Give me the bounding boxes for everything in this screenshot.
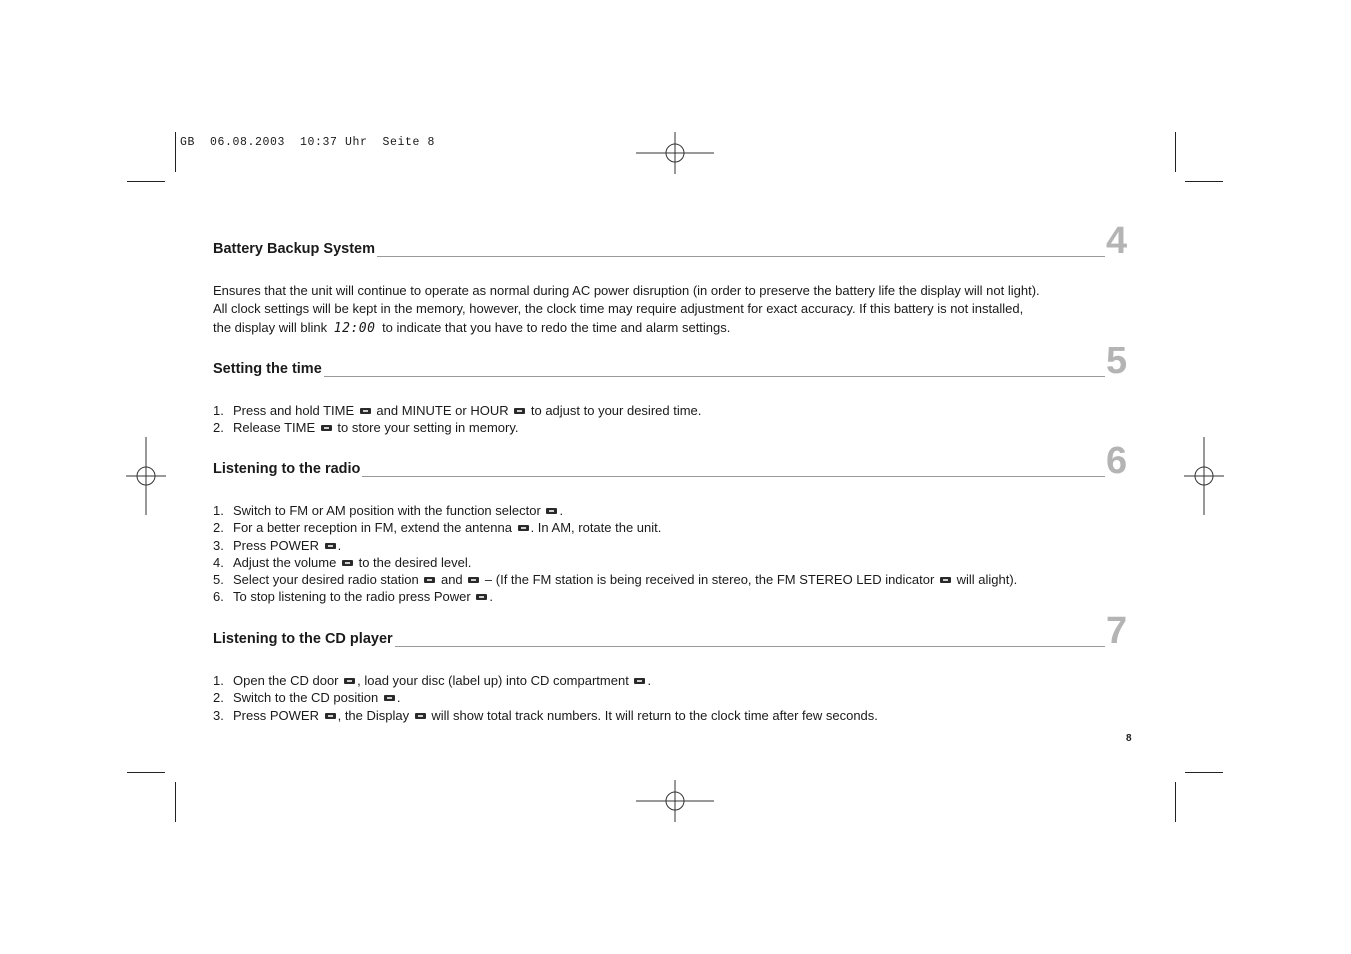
section-number: 4 xyxy=(1106,220,1128,262)
section-heading-cd-player xyxy=(213,627,1105,647)
crop-mark xyxy=(1185,772,1223,773)
list-item: 6. To stop listening to the radio press Power . xyxy=(213,589,493,605)
compartment-ref-icon xyxy=(634,678,645,684)
registration-mark-icon xyxy=(636,780,714,822)
button-ref-icon xyxy=(546,508,557,514)
section-number: 7 xyxy=(1106,610,1128,652)
paragraph-line xyxy=(213,319,1040,338)
battery-paragraph xyxy=(213,282,1040,338)
button-ref-icon xyxy=(325,713,336,719)
paragraph-text: the display will blink xyxy=(213,320,328,335)
cd-player-steps xyxy=(213,672,878,724)
list-item: 3. Press POWER , the Display will show total track numbers. It will return to the clock time after few seconds. xyxy=(213,707,878,723)
button-ref-icon xyxy=(325,543,336,549)
list-item: 4. Adjust the volume to the desired level. xyxy=(213,554,472,570)
list-item: 5. Select your desired radio station and – (If the FM station is being received in stereo, the FM STEREO LED indicator will alight). xyxy=(213,572,1018,588)
crop-mark xyxy=(1185,181,1223,182)
crop-mark xyxy=(127,772,165,773)
registration-mark-icon xyxy=(1184,437,1224,515)
section-heading-radio xyxy=(213,457,1105,477)
button-ref-icon xyxy=(514,408,525,414)
list-item: 2. Switch to the CD position . xyxy=(213,690,401,706)
list-item: 2. For a better reception in FM, extend the antenna . In AM, rotate the unit. xyxy=(213,520,662,536)
heading-rule xyxy=(395,646,1105,647)
paragraph-text: to indicate that you have to redo the time and alarm settings. xyxy=(382,320,731,335)
paragraph-line: All clock settings will be kept in the memory, however, the clock time may require adjustment for exact accuracy. If this battery is not installed, xyxy=(213,300,1024,316)
crop-mark xyxy=(1175,782,1176,822)
paragraph-line: Ensures that the unit will continue to operate as normal during AC power disruption (in order to preserve the battery life the display will not light). xyxy=(213,283,1040,298)
section-title: Battery Backup System xyxy=(213,241,375,257)
button-ref-icon xyxy=(384,695,395,701)
section-title: Setting the time xyxy=(213,361,322,377)
list-item: 1. Press and hold TIME and MINUTE or HOUR to adjust to your desired time. xyxy=(213,403,702,418)
heading-rule xyxy=(362,476,1105,477)
registration-mark-icon xyxy=(126,437,166,515)
section-title: Listening to the CD player xyxy=(213,631,393,647)
registration-mark-icon xyxy=(636,132,714,174)
button-ref-icon xyxy=(476,594,487,600)
list-item: 3. Press POWER . xyxy=(213,537,342,553)
led-ref-icon xyxy=(940,577,951,583)
section-heading-battery-backup xyxy=(213,237,1105,257)
section-heading-setting-time xyxy=(213,357,1105,377)
button-ref-icon xyxy=(321,425,332,431)
print-slug: GB 06.08.2003 10:37 Uhr Seite 8 xyxy=(180,136,436,149)
button-ref-icon xyxy=(518,525,529,531)
button-ref-icon xyxy=(424,577,435,583)
section-number: 6 xyxy=(1106,440,1128,482)
section-title: Listening to the radio xyxy=(213,461,361,477)
radio-steps xyxy=(213,502,1017,606)
heading-rule xyxy=(324,376,1105,377)
crop-mark xyxy=(175,132,176,172)
display-ref-icon xyxy=(415,713,426,719)
section-number: 5 xyxy=(1106,340,1128,382)
page-number: 8 xyxy=(1126,733,1132,744)
crop-mark xyxy=(127,181,165,182)
button-ref-icon xyxy=(342,560,353,566)
button-ref-icon xyxy=(360,408,371,414)
list-item: 1. Switch to FM or AM position with the function selector . xyxy=(213,503,564,518)
lcd-blink-readout: 12:00 xyxy=(333,321,376,336)
button-ref-icon xyxy=(344,678,355,684)
crop-mark xyxy=(1175,132,1176,172)
list-item: 2. Release TIME to store your setting in memory. xyxy=(213,420,519,436)
crop-mark xyxy=(175,782,176,822)
setting-time-steps xyxy=(213,402,701,437)
heading-rule xyxy=(377,256,1105,257)
list-item: 1. Open the CD door , load your disc (label up) into CD compartment . xyxy=(213,673,652,688)
button-ref-icon xyxy=(468,577,479,583)
